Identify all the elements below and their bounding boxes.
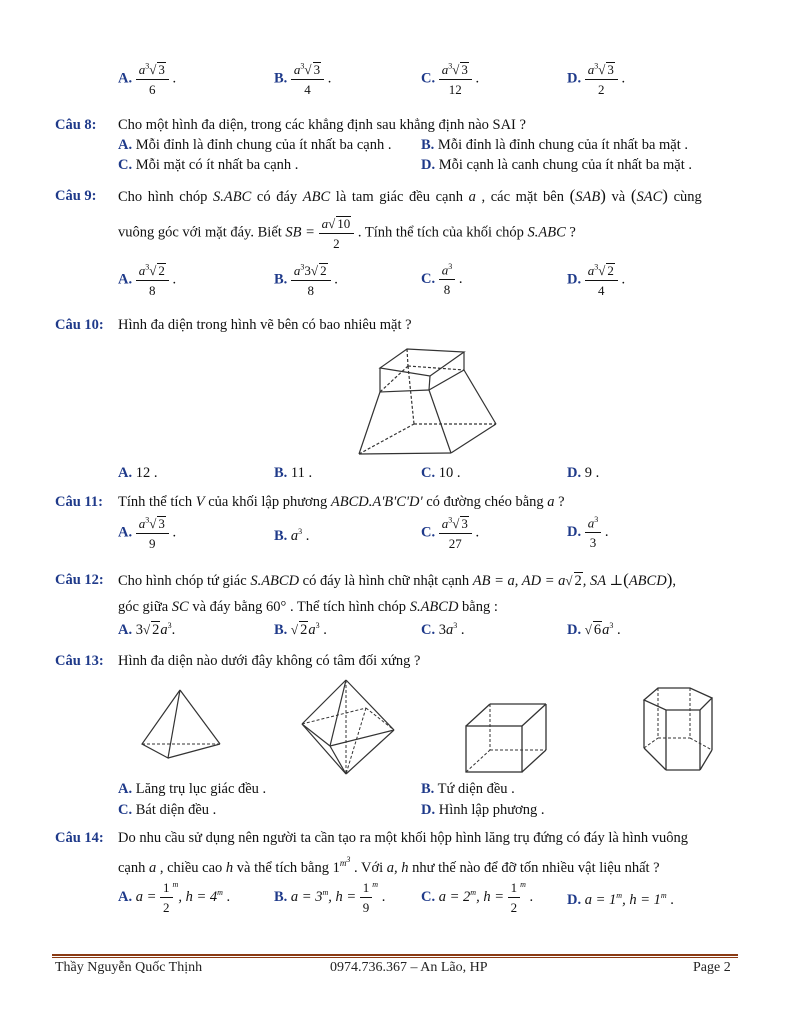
q12-label: Câu 12:: [55, 572, 104, 588]
q12-option-c: C. $3a^3$ .: [421, 621, 465, 638]
q11-text: Tính thể tích V của khối lập phương ABCD.A'B'C'D' có đường chéo bằng a ?: [118, 494, 565, 510]
q10-option-a: A. 12 .: [118, 465, 158, 481]
top-face: [380, 349, 464, 376]
q14-option-a: A. a = $\frac{1}{2}$ $^m$, $h = 4^m$ .: [118, 880, 231, 916]
q11-option-c: C. $\frac{a^3√ 3}{27}$ .: [421, 515, 480, 551]
q11-option-d: D. $\frac{a^3}{3}$ .: [567, 515, 609, 551]
footer-page-number: Page 2: [693, 960, 731, 975]
hexagonal-prism-figure: [640, 686, 716, 774]
q12-option-b: B. √ $2a^3$ .: [274, 621, 327, 638]
footer-rule-thin: [52, 957, 738, 958]
q8-label: Câu 8:: [55, 117, 97, 133]
tetrahedron-figure: [140, 688, 222, 762]
q10-option-c: C. 10 .: [421, 465, 461, 481]
q12-option-d: D. √ $6a^3$ .: [567, 621, 621, 638]
fraction: $\frac{a√ 10}{2}$: [319, 216, 355, 250]
q13-option-d: D. Hình lập phương .: [421, 802, 545, 818]
q9-option-b: B. $\frac{a^33√ 2}{8}$ .: [274, 262, 338, 298]
q9-option-a: A. $\frac{a^3√ 2}{8}$ .: [118, 262, 177, 298]
q12-option-a: A. 3√ $2a^3$.: [118, 621, 176, 638]
q10-polyhedron-figure: [356, 344, 502, 456]
q14-label: Câu 14:: [55, 830, 104, 846]
q8-text: Cho một hình đa diện, trong các khẳng định sau khẳng định nào SAI ?: [118, 117, 526, 133]
q14-line1: Do nhu cầu sử dụng nên người ta cần tạo ra một khối hộp hình lăng trụ đứng có đáy là hình vuông: [118, 830, 689, 846]
fraction: $\frac{a^3√ 3}{4}$: [291, 62, 324, 96]
q9-label: Câu 9:: [55, 188, 97, 204]
q7-option-a: A. $\frac{a^3√ 3}{6}$ .: [118, 61, 177, 97]
octahedron-figure: [300, 678, 396, 776]
q13-option-b: B. Tứ diện đều .: [421, 781, 515, 797]
q13-label: Câu 13:: [55, 653, 104, 669]
q9-line2: vuông góc với mặt đáy. Biết SB = $\frac{a√ 10}{2}$ . Tính thể tích của khối chóp S.ABC ?: [118, 216, 576, 251]
option-label: A.: [118, 70, 133, 87]
footer-author: Thầy Nguyễn Quốc Thịnh: [55, 960, 203, 975]
q8-option-a: A. Mỗi đỉnh là đỉnh chung của ít nhất ba cạnh .: [118, 137, 392, 153]
q11-label: Câu 11:: [55, 494, 103, 510]
q14-line2: cạnh a , chiều cao h và thể tích bằng $1^{m^3}$ . Với a, h như thế nào để đỡ tốn nhiều vật liệu nhất ?: [118, 855, 660, 876]
q10-option-b: B. 11 .: [274, 465, 313, 481]
q12-line2: góc giữa SC và đáy bằng 60° . Thể tích hình chóp S.ABCD bằng :: [118, 599, 498, 615]
q13-option-c: C. Bát diện đều .: [118, 802, 217, 818]
q8-option-c: C. Mỗi mặt có ít nhất ba cạnh .: [118, 157, 299, 173]
q11-option-b: B. $a^3$ .: [274, 527, 310, 544]
fraction: $\frac{a^3√ 3}{6}$: [136, 62, 169, 96]
footer-phone: 0974.736.367 – An Lão, HP: [330, 960, 488, 975]
q8-option-d: D. Mỗi cạnh là canh chung của ít nhất ba mặt .: [421, 157, 692, 173]
q14-option-c: C. $a = 2^m$, h = $\frac{1}{2}$ $^m$ .: [421, 880, 534, 916]
q12-line1: Cho hình chóp tứ giác S.ABCD có đáy là hình chữ nhật cạnh AB = a, AD = a√ 2, SA ⊥(ABCD),: [118, 570, 676, 589]
q10-text: Hình đa diện trong hình vẽ bên có bao nhiêu mặt ?: [118, 317, 412, 333]
q14-option-d: D. $a = 1^m$, $h = 1^m$ .: [567, 891, 674, 908]
q10-option-d: D. 9 .: [567, 465, 600, 481]
q8-option-b: B. Mỗi đỉnh là đỉnh chung của ít nhất ba mặt .: [421, 137, 688, 153]
q14-option-b: B. $a = 3^m$, h = $\frac{1}{9}$ $^m$ .: [274, 880, 386, 916]
q9-line1: Cho hình chóp S.ABC có đáy ABC là tam giác đều cạnh a , các mặt bên (SAB) và (SAC) cùng: [118, 186, 702, 205]
q10-label: Câu 10:: [55, 317, 104, 333]
q9-option-c: C. $\frac{a^3}{8}$ .: [421, 262, 463, 298]
q9-option-d: D. $\frac{a^3√ 2}{4}$ .: [567, 262, 626, 298]
q7-option-d: D. $\frac{a^3√ 3}{2}$ .: [567, 61, 626, 97]
fraction: $\frac{a^3√ 3}{2}$: [585, 62, 618, 96]
fraction: $\frac{a^3√ 3}{12}$: [439, 62, 472, 96]
q7-option-c: C. $\frac{a^3√ 3}{12}$ .: [421, 61, 480, 97]
q13-text: Hình đa diện nào dưới đây không có tâm đối xứng ?: [118, 653, 421, 669]
q13-option-a: A. Lăng trụ lục giác đều .: [118, 781, 267, 797]
q11-option-a: A. $\frac{a^3√ 3}{9}$ .: [118, 515, 177, 551]
footer-rule: [52, 954, 738, 956]
cube-figure: [464, 702, 548, 774]
q7-option-b: B. $\frac{a^3√ 3}{4}$ .: [274, 61, 332, 97]
